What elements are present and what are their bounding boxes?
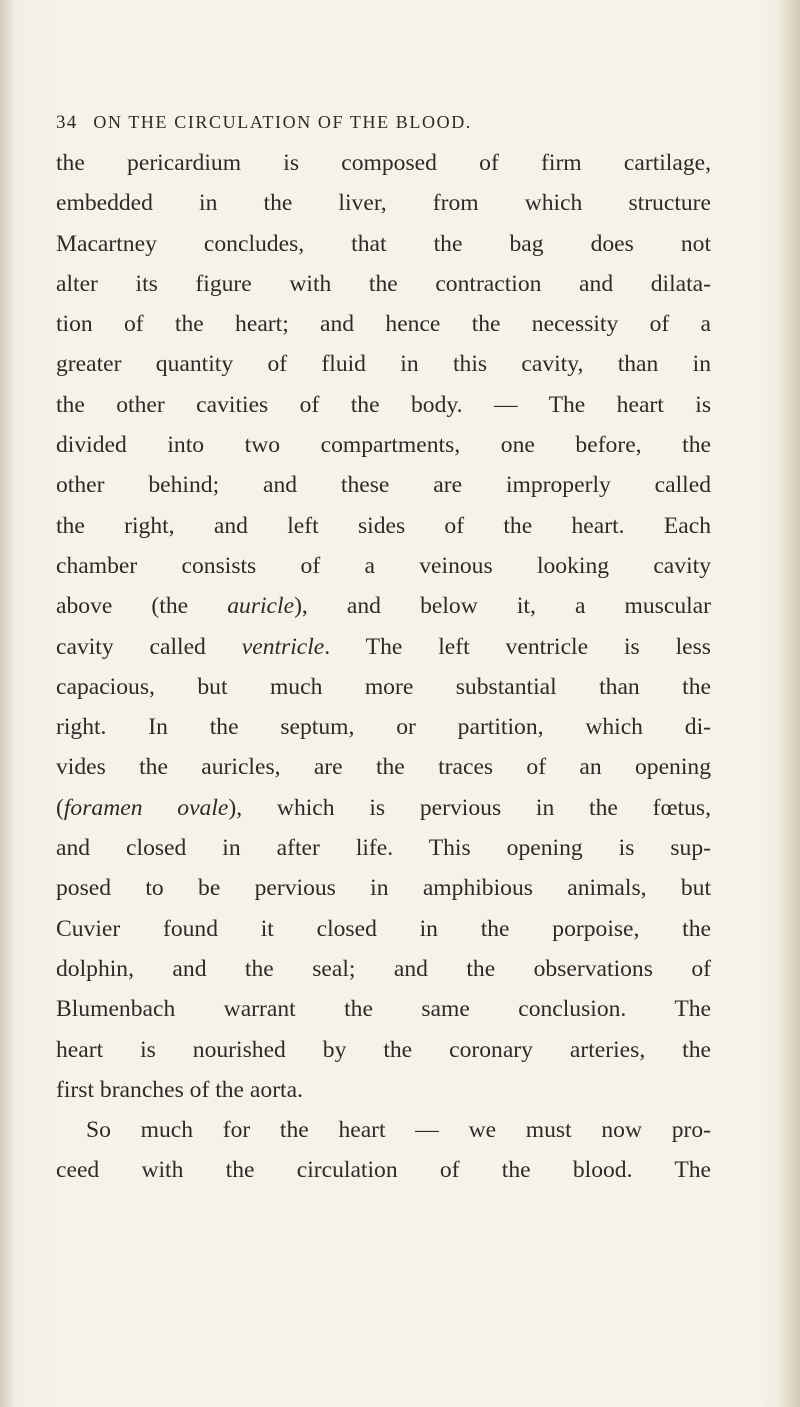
text-segment: chamber consists of a veinous looking cavity bbox=[56, 552, 711, 579]
text-segment: tion of the heart; and hence the necessity of a bbox=[56, 311, 711, 338]
text-line bbox=[56, 264, 711, 304]
text-line bbox=[56, 586, 711, 626]
text-line bbox=[56, 1030, 711, 1070]
text-line bbox=[56, 344, 711, 384]
text-segment: posed to be pervious in amphibious animals, but bbox=[56, 875, 711, 902]
text-line bbox=[56, 385, 711, 425]
text-line bbox=[56, 1150, 711, 1190]
text-line bbox=[56, 707, 711, 747]
text-segment: the other cavities of the body. — The heart is bbox=[56, 391, 711, 418]
text-line bbox=[56, 304, 711, 344]
text-line bbox=[56, 506, 711, 546]
page-edge bbox=[778, 0, 800, 1407]
text-segment: alter its figure with the contraction and dilata- bbox=[56, 270, 711, 297]
text-segment: . The left ventricle is less bbox=[324, 633, 711, 660]
body-text bbox=[56, 143, 711, 1191]
text-line bbox=[56, 465, 711, 505]
text-line bbox=[56, 183, 711, 223]
text-line bbox=[56, 1070, 711, 1110]
italic-term: auricle bbox=[227, 593, 295, 620]
text-segment: embedded in the liver, from which structure bbox=[56, 190, 711, 217]
text-line bbox=[56, 747, 711, 787]
text-segment: above (the bbox=[56, 593, 228, 620]
text-line bbox=[56, 224, 711, 264]
text-segment: heart is nourished by the coronary arteries, the bbox=[56, 1036, 711, 1063]
text-segment: ), and below it, a muscular bbox=[294, 593, 712, 620]
text-line bbox=[56, 828, 711, 868]
text-segment: So much for the heart — we must now pro- bbox=[86, 1117, 711, 1144]
text-segment: ), which is pervious in the fœtus, bbox=[228, 794, 711, 821]
text-line bbox=[56, 868, 711, 908]
text-line bbox=[56, 425, 711, 465]
text-segment: capacious, but much more substantial than the bbox=[56, 673, 711, 700]
text-segment: cavity called bbox=[56, 633, 242, 660]
text-line bbox=[56, 627, 711, 667]
italic-term: ventricle bbox=[241, 633, 325, 660]
gutter-shadow bbox=[0, 0, 14, 1407]
text-segment: and closed in after life. This opening is sup- bbox=[56, 835, 711, 862]
italic-term: foramen ovale bbox=[63, 794, 229, 821]
text-segment: other behind; and these are improperly called bbox=[56, 472, 711, 499]
text-segment: Cuvier found it closed in the porpoise, the bbox=[56, 915, 711, 942]
running-head bbox=[56, 112, 696, 140]
text-segment: ceed with the circulation of the blood. The bbox=[56, 1157, 711, 1184]
page-number: 34 bbox=[56, 112, 78, 133]
text-line bbox=[56, 1110, 711, 1150]
text-segment: right. In the septum, or partition, which di- bbox=[56, 714, 711, 741]
text-line bbox=[56, 546, 711, 586]
text-segment: vides the auricles, are the traces of an opening bbox=[56, 754, 711, 781]
text-line bbox=[56, 143, 711, 183]
text-line bbox=[56, 949, 711, 989]
text-line bbox=[56, 788, 711, 828]
text-segment: the pericardium is composed of firm cartilage, bbox=[56, 150, 711, 176]
text-segment: first branches of the aorta. bbox=[56, 1076, 303, 1103]
text-segment: divided into two compartments, one before, the bbox=[56, 432, 711, 459]
text-line bbox=[56, 667, 711, 707]
text-segment: Macartney concludes, that the bag does not bbox=[56, 230, 711, 257]
running-title: ON THE CIRCULATION OF THE BLOOD. bbox=[93, 112, 472, 132]
text-segment: greater quantity of fluid in this cavity, than in bbox=[56, 351, 711, 378]
text-segment: Blumenbach warrant the same conclusion. The bbox=[56, 996, 711, 1023]
text-line bbox=[56, 989, 711, 1029]
text-line bbox=[56, 909, 711, 949]
text-segment: the right, and left sides of the heart. Each bbox=[56, 512, 711, 539]
text-segment: dolphin, and the seal; and the observations of bbox=[56, 955, 711, 982]
text-segment: ( bbox=[56, 794, 64, 821]
